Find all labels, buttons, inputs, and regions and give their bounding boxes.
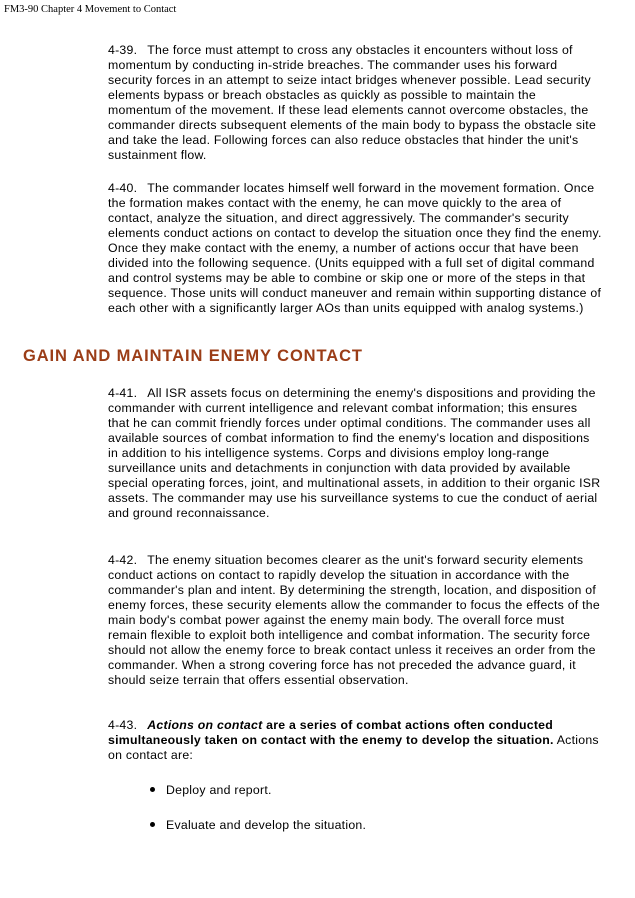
paragraph-4-40 xyxy=(108,181,602,316)
list-item-text: Deploy and report. xyxy=(166,783,272,797)
paragraph-text: The enemy situation becomes clearer as the unit's forward security elements conduct actions on contact to rapidly develop the situation in accordance with the commander's plan and intent. By determining the strength, location, and disposition of enemy forces, these security elements allow the commander to focus the effects of the main body's combat power against the enemy main body. The overall force must remain flexible to exploit both intelligence and combat information. The security force should not allow the enemy force to break contact unless it receives an order from the commander. When a strong covering force has not preceded the advance guard, it should seize terrain that offers essential observation. xyxy=(108,553,600,687)
paragraph-number: 4-40. xyxy=(108,181,138,195)
bullet-icon xyxy=(150,787,155,792)
section-heading: GAIN AND MAINTAIN ENEMY CONTACT xyxy=(23,347,363,365)
list-item xyxy=(150,818,366,832)
list-item xyxy=(150,783,272,797)
list-item-text: Evaluate and develop the situation. xyxy=(166,818,367,832)
paragraph-text: The commander locates himself well forward in the movement formation. Once the formation makes contact with the enemy, he can move quickly to the area of contact, analyze the situation, and direct aggressively. The commander's security elements conduct actions on contact to develop the situation once they find the enemy. Once they make contact with the enemy, a number of actions occur that have been divided into the following sequence. (Units equipped with a full set of digital command and control systems may be able to combine or skip one or more of the steps in that sequence. Those units will conduct maneuver and remain within supporting distance of each other with a significantly larger AOs than units equipped with analog systems.) xyxy=(108,181,602,315)
paragraph-4-43 xyxy=(108,718,602,763)
definition-bold-text: are a series of combat actions often conducted simultaneously taken on contact with the enemy to develop the situation. xyxy=(108,718,554,747)
bullet-icon xyxy=(150,822,155,827)
paragraph-number: 4-43. xyxy=(108,718,138,732)
document-header: FM3-90 Chapter 4 Movement to Contact xyxy=(4,4,177,15)
paragraph-4-39 xyxy=(108,43,602,163)
definition-text: Actions on contact are: xyxy=(108,732,599,762)
paragraph-4-41 xyxy=(108,386,602,521)
paragraph-text: All ISR assets focus on determining the enemy's dispositions and providing the commander with current intelligence and relevant combat information; this ensures that he can commit friendly forces under optimal conditions. The commander uses all available sources of combat information to find the enemy's location and dispositions in addition to his intelligence systems. Corps and divisions employ long-range surveillance units and detachments in conjunction with data provided by available special operating forces, joint, and multinational assets, in addition to their organic ISR assets. The commander may use his surveillance systems to cue the conduct of aerial and ground reconnaissance. xyxy=(108,386,601,520)
paragraph-number: 4-42. xyxy=(108,553,138,567)
definition-term: Actions on contact xyxy=(147,718,263,732)
paragraph-text: The force must attempt to cross any obstacles it encounters without loss of momentum by conducting in-stride breaches. The commander uses his forward security forces in an attempt to seize intact bridges whenever possible. Lead security elements bypass or breach obstacles as quickly as possible to maintain the momentum of the movement. If these lead elements cannot overcome obstacles, the commander directs subsequent elements of the main body to bypass the obstacle site and take the lead. Following forces can also reduce obstacles that hinder the unit's sustainment flow. xyxy=(108,43,597,162)
paragraph-number: 4-39. xyxy=(108,43,138,57)
paragraph-number: 4-41. xyxy=(108,386,138,400)
paragraph-4-42 xyxy=(108,553,602,688)
